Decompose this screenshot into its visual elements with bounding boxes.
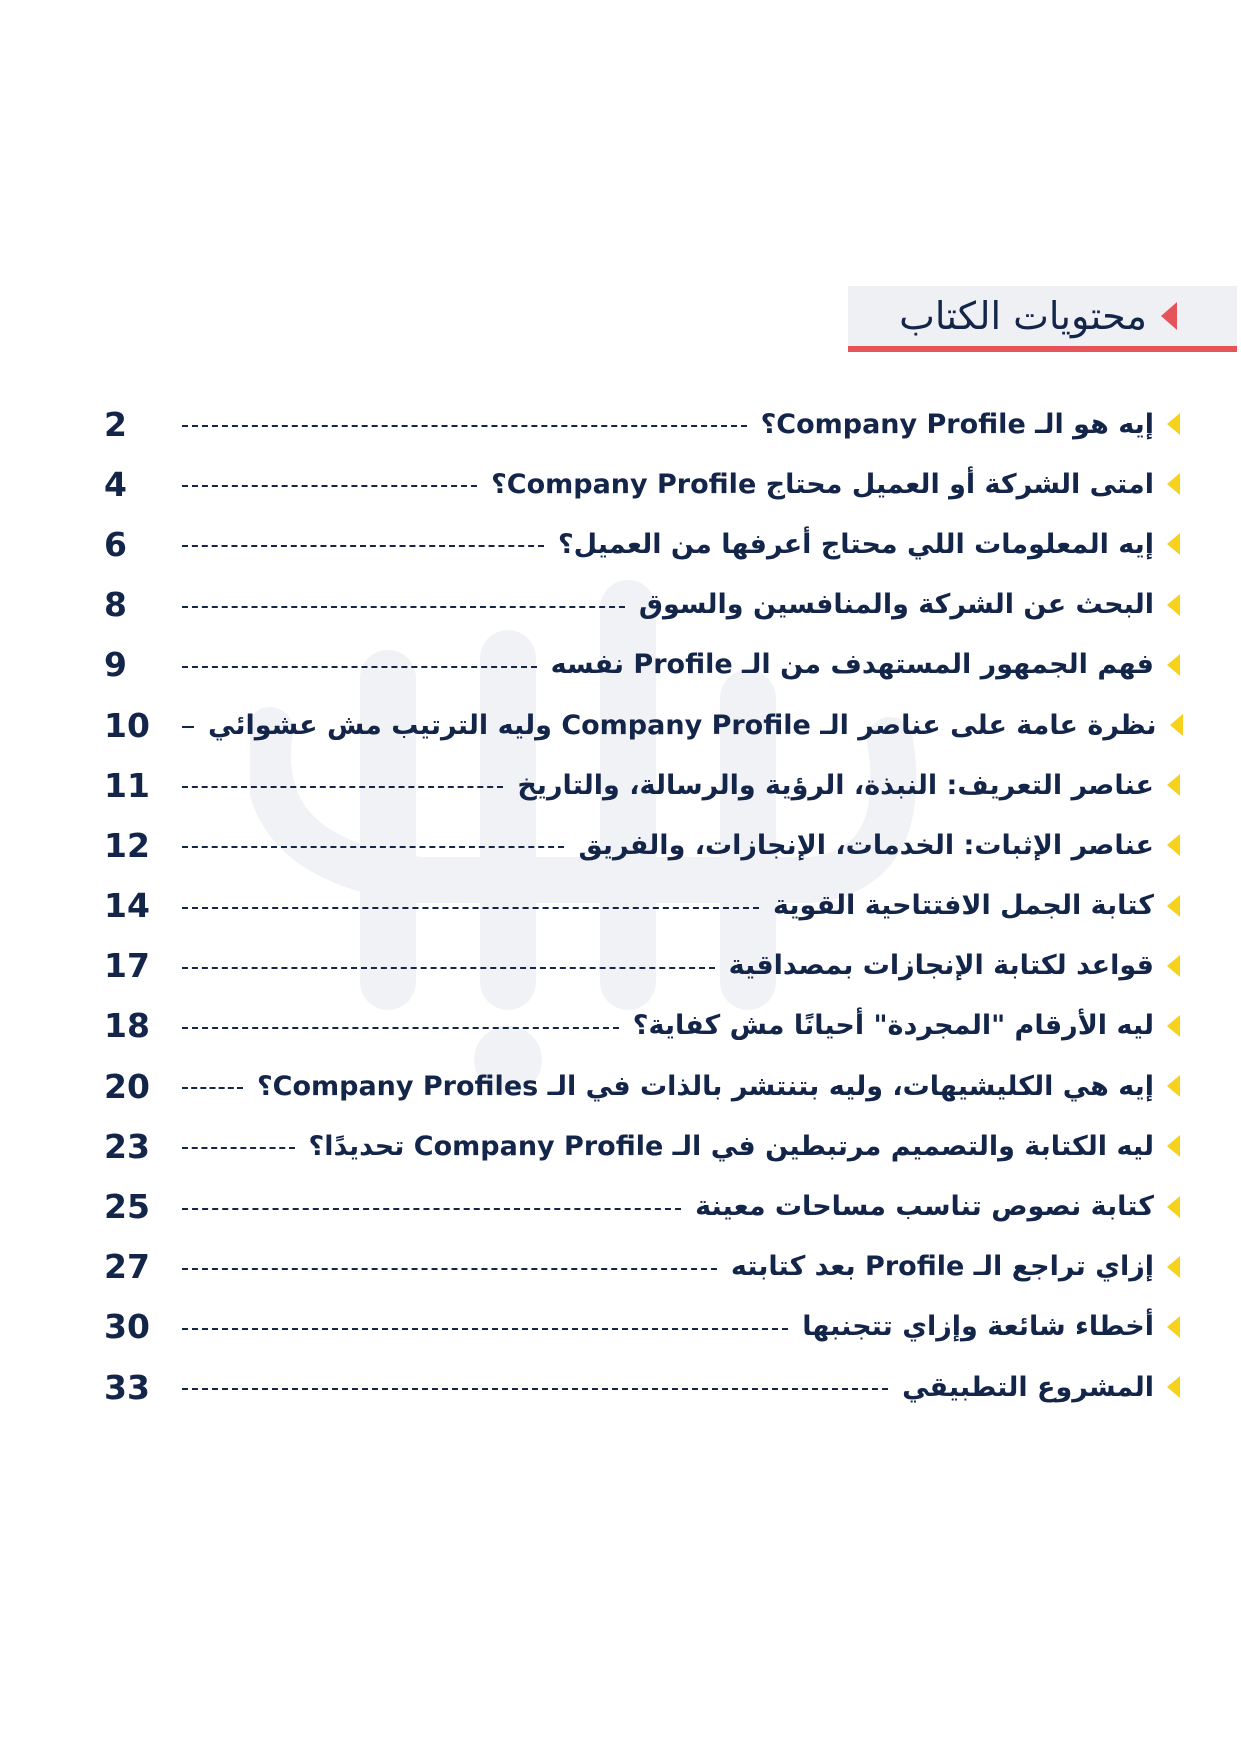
dotted-leader bbox=[182, 666, 537, 668]
toc-entry[interactable] bbox=[90, 575, 1180, 635]
dotted-leader bbox=[182, 1208, 681, 1210]
toc-entry-title: ليه الكتابة والتصميم مرتبطين في الـ Company Profile تحديدًا؟ bbox=[308, 1130, 1154, 1162]
bullet-triangle-icon bbox=[1154, 1193, 1180, 1221]
toc-entry-title: نظرة عامة على عناصر الـ Company Profile وليه الترتيب مش عشوائي bbox=[208, 709, 1157, 741]
dotted-leader bbox=[182, 1087, 243, 1089]
toc-entry[interactable] bbox=[90, 1357, 1180, 1417]
toc-page-number: 10 bbox=[104, 705, 150, 745]
toc-entry-title: كتابة نصوص تناسب مساحات معينة bbox=[695, 1191, 1154, 1223]
page-title: محتويات الكتاب bbox=[899, 294, 1147, 338]
toc-entry-title: إيه هي الكليشيهات، وليه بتنتشر بالذات في الـ Company Profiles؟ bbox=[256, 1070, 1154, 1102]
toc-page-number: 6 bbox=[104, 524, 127, 564]
toc-entry-title: عناصر التعريف: النبذة، الرؤية والرسالة، والتاريخ bbox=[517, 769, 1154, 801]
toc-page-number: 27 bbox=[104, 1247, 150, 1287]
toc-page-number: 23 bbox=[104, 1126, 150, 1166]
toc-entry-title: قواعد لكتابة الإنجازات بمصداقية bbox=[728, 950, 1154, 982]
toc-entry[interactable] bbox=[90, 876, 1180, 936]
dotted-leader bbox=[182, 485, 477, 487]
toc-entry[interactable] bbox=[90, 1237, 1180, 1297]
toc-page-number: 20 bbox=[104, 1066, 150, 1106]
toc-entry-title: كتابة الجمل الافتتاحية القوية bbox=[773, 890, 1154, 922]
bullet-triangle-icon bbox=[1154, 1072, 1180, 1100]
bullet-triangle-icon bbox=[1154, 410, 1180, 438]
toc-entry-title: أخطاء شائعة وإزاي تتجنبها bbox=[802, 1311, 1154, 1343]
toc-entry[interactable] bbox=[90, 394, 1180, 454]
bullet-triangle-icon bbox=[1154, 771, 1180, 799]
dotted-leader bbox=[182, 1328, 788, 1330]
toc-page-number: 12 bbox=[104, 825, 150, 865]
table-of-contents bbox=[90, 394, 1180, 1417]
toc-entry[interactable] bbox=[90, 514, 1180, 574]
toc-page-number: 8 bbox=[104, 585, 127, 625]
toc-entry-title: امتى الشركة أو العميل محتاج Company Profile؟ bbox=[491, 468, 1154, 500]
dotted-leader bbox=[182, 606, 625, 608]
toc-entry[interactable] bbox=[90, 815, 1180, 875]
toc-entry-title: إزاي تراجع الـ Profile بعد كتابته bbox=[730, 1251, 1154, 1283]
bullet-triangle-icon bbox=[1154, 591, 1180, 619]
toc-page-number: 18 bbox=[104, 1006, 150, 1046]
header-underline bbox=[848, 346, 1237, 352]
dotted-leader bbox=[182, 846, 564, 848]
dotted-leader bbox=[182, 907, 759, 909]
bullet-triangle-icon bbox=[1154, 1253, 1180, 1281]
toc-entry[interactable] bbox=[90, 1116, 1180, 1176]
toc-entry[interactable] bbox=[90, 1297, 1180, 1357]
toc-entry[interactable] bbox=[90, 695, 1180, 755]
toc-entry-title: إيه المعلومات اللي محتاج أعرفها من العميل؟ bbox=[557, 528, 1154, 560]
dotted-leader bbox=[182, 1388, 888, 1390]
dotted-leader bbox=[182, 1147, 295, 1149]
toc-page-number: 14 bbox=[104, 886, 150, 926]
bullet-triangle-icon bbox=[1154, 831, 1180, 859]
dotted-leader bbox=[182, 545, 544, 547]
bullet-triangle-icon bbox=[1154, 470, 1180, 498]
bullet-triangle-icon bbox=[1157, 711, 1183, 739]
toc-entry[interactable] bbox=[90, 1176, 1180, 1236]
toc-page-number: 25 bbox=[104, 1187, 150, 1227]
toc-page-number: 30 bbox=[104, 1307, 150, 1347]
dotted-leader bbox=[182, 1268, 717, 1270]
toc-entry[interactable] bbox=[90, 996, 1180, 1056]
bullet-triangle-icon bbox=[1154, 1132, 1180, 1160]
bullet-triangle-icon bbox=[1154, 952, 1180, 980]
toc-page-number: 11 bbox=[104, 765, 150, 805]
bullet-triangle-icon bbox=[1154, 651, 1180, 679]
toc-page-number: 4 bbox=[104, 464, 127, 504]
bullet-triangle-icon bbox=[1154, 1012, 1180, 1040]
dotted-leader bbox=[182, 1027, 619, 1029]
dotted-leader bbox=[182, 786, 503, 788]
toc-entry[interactable] bbox=[90, 1056, 1180, 1116]
dotted-leader bbox=[182, 425, 747, 427]
toc-page-number: 9 bbox=[104, 645, 127, 685]
toc-page-number: 33 bbox=[104, 1367, 150, 1407]
bullet-triangle-icon bbox=[1154, 530, 1180, 558]
toc-entry-title: إيه هو الـ Company Profile؟ bbox=[760, 408, 1154, 440]
toc-entry-title: المشروع التطبيقي bbox=[902, 1371, 1154, 1403]
dotted-leader bbox=[182, 967, 715, 969]
toc-entry[interactable] bbox=[90, 936, 1180, 996]
bullet-triangle-icon bbox=[1154, 1373, 1180, 1401]
dotted-leader bbox=[182, 726, 194, 728]
toc-page-number: 2 bbox=[104, 404, 127, 444]
toc-entry-title: ليه الأرقام "المجردة" أحيانًا مش كفاية؟ bbox=[632, 1010, 1154, 1042]
toc-entry[interactable] bbox=[90, 755, 1180, 815]
bullet-triangle-icon bbox=[1154, 1313, 1180, 1341]
header-arrow-icon bbox=[1161, 302, 1177, 330]
toc-page-number: 17 bbox=[104, 946, 150, 986]
toc-entry[interactable] bbox=[90, 454, 1180, 514]
toc-entry-title: فهم الجمهور المستهدف من الـ Profile نفسه bbox=[550, 649, 1154, 681]
toc-entry[interactable] bbox=[90, 635, 1180, 695]
toc-entry-title: عناصر الإثبات: الخدمات، الإنجازات، والفريق bbox=[578, 829, 1154, 861]
bullet-triangle-icon bbox=[1154, 892, 1180, 920]
toc-entry-title: البحث عن الشركة والمنافسين والسوق bbox=[638, 589, 1154, 621]
